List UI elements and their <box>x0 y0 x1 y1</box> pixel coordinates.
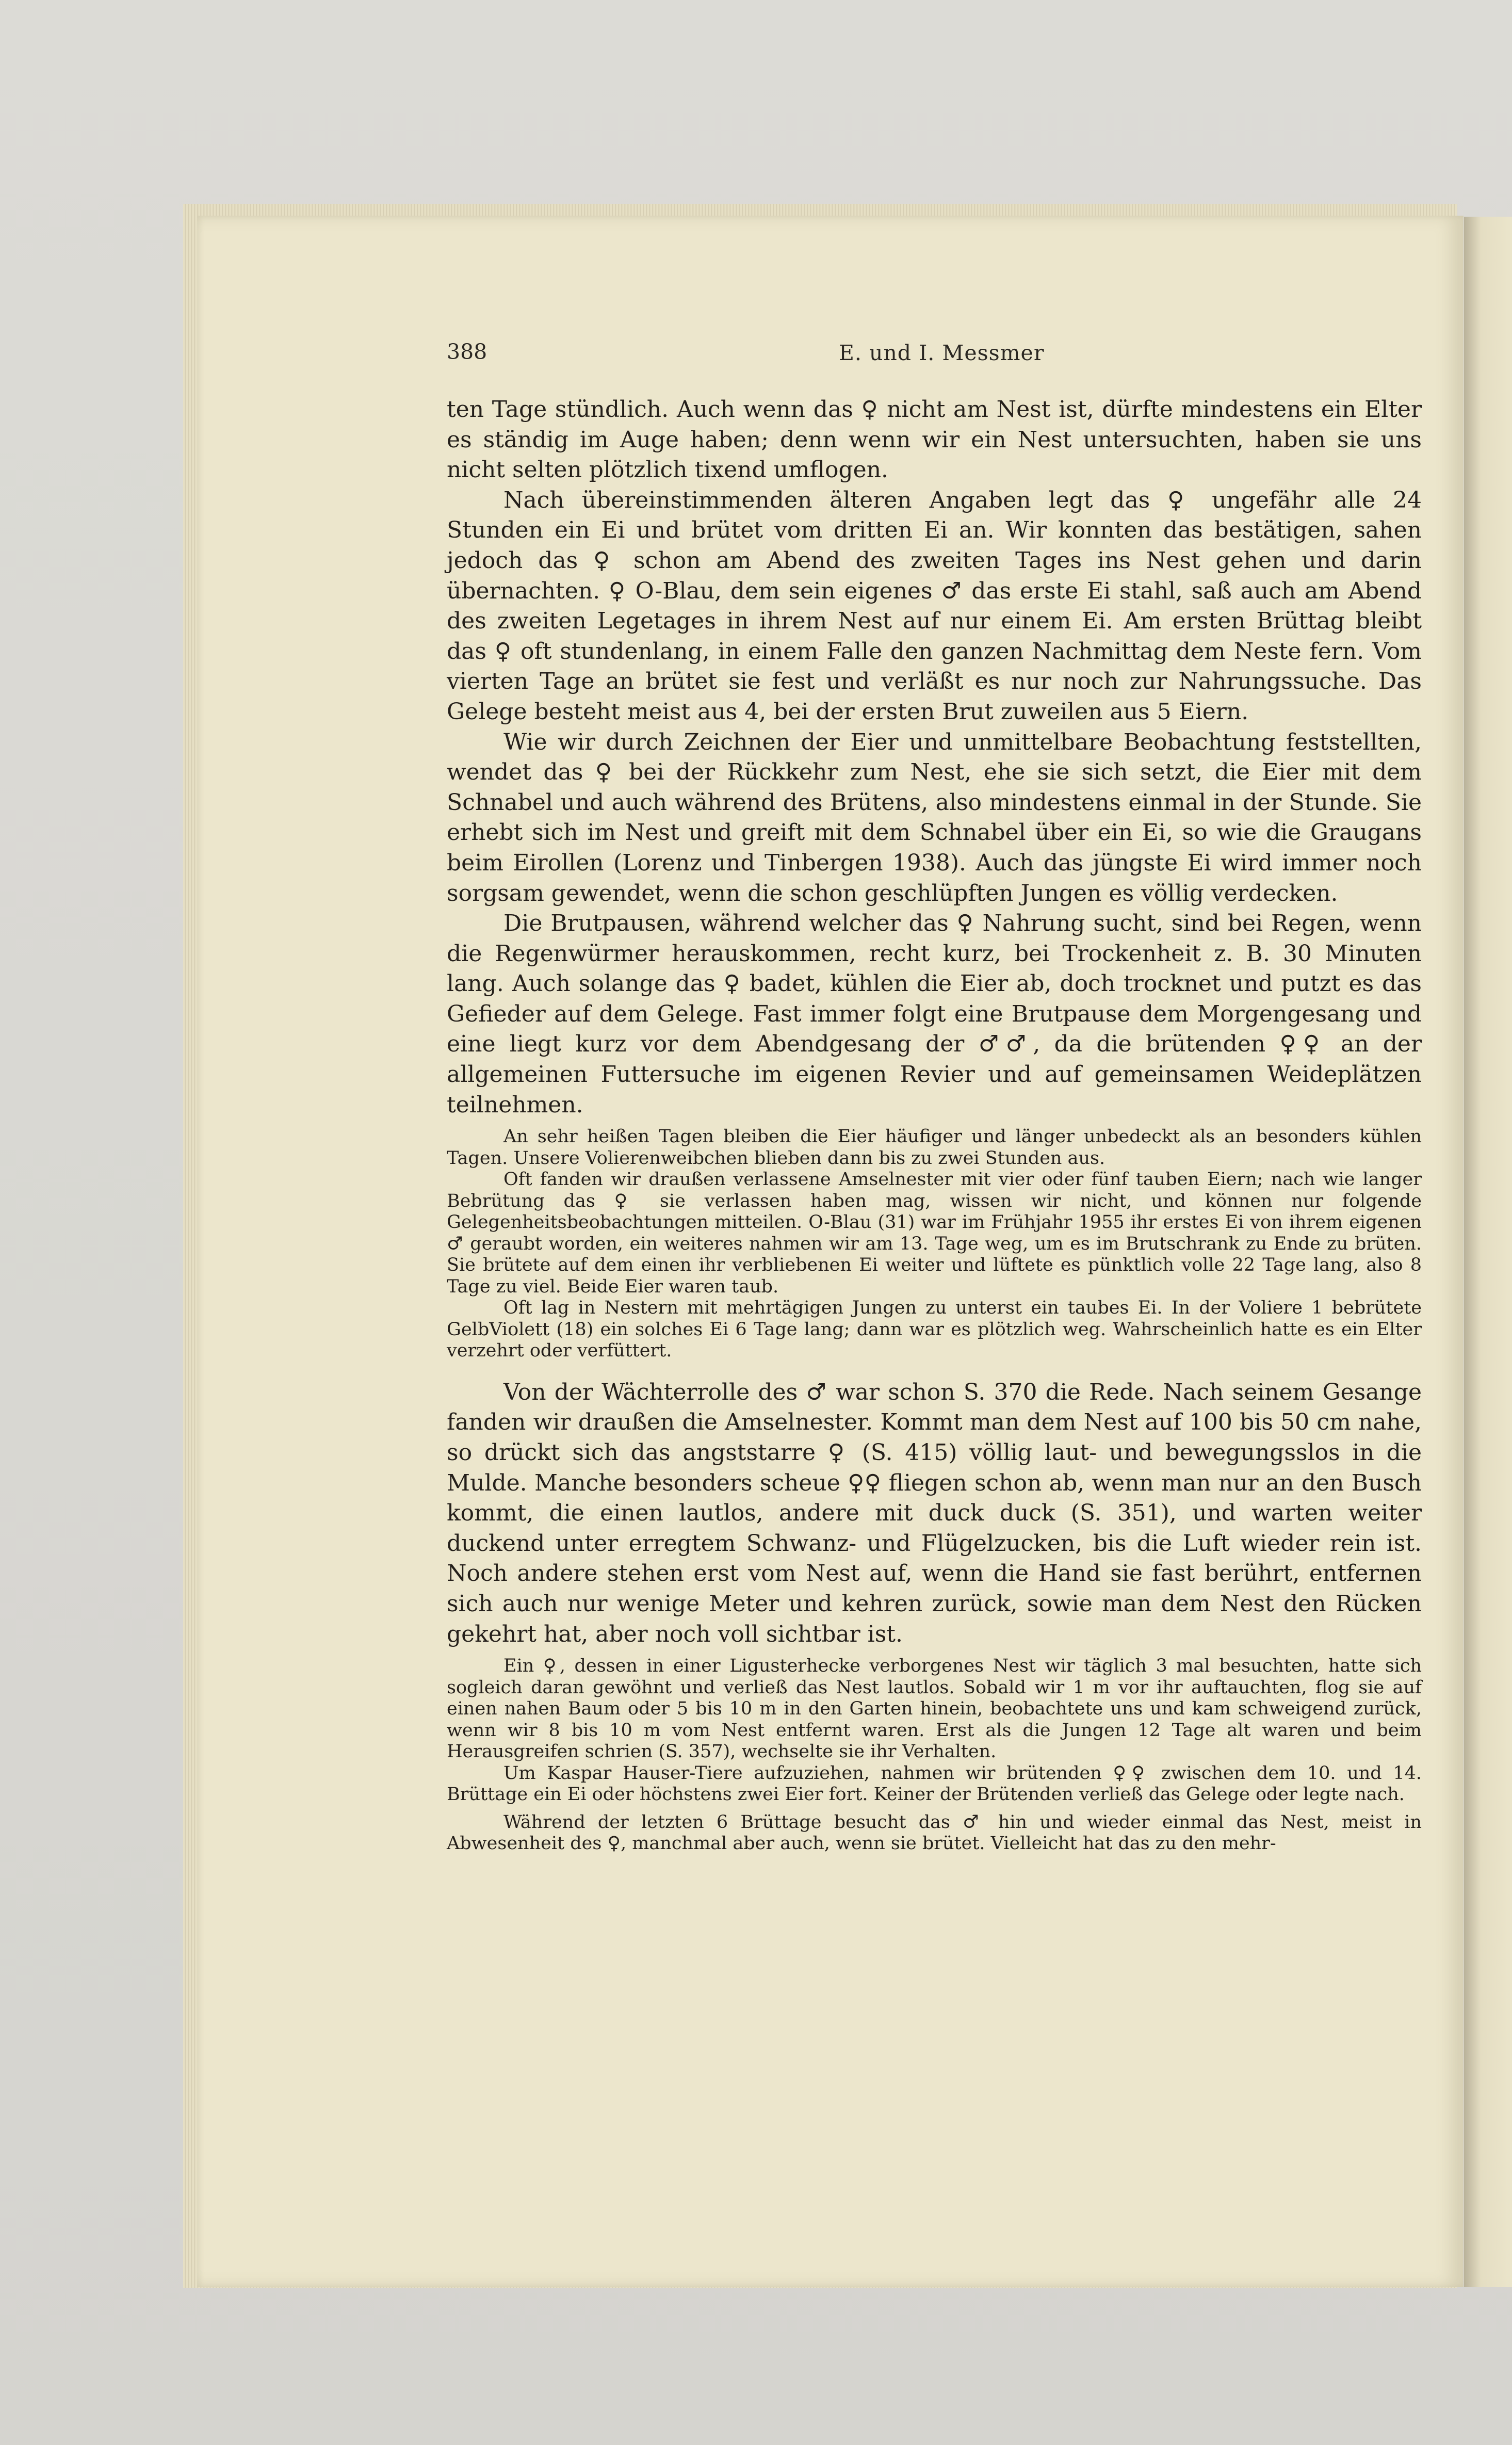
spacer <box>447 1362 1422 1378</box>
paragraph: Wie wir durch Zeichnen der Eier und unmittelbare Beobachtung feststellten, wendet das ♀ bei der Rückkehr zum Nest, ehe sie sich setzt, die Eier mit dem Schnabel und auch während des Brütens, also mindestens einmal in der Stunde. Sie erhebt sich im Nest und greift mit dem Schnabel über ein Ei, so wie die Graugans beim Eirollen (Lorenz und Tinbergen 1938). Auch das jüngste Ei wird immer noch sorgsam gewendet, wenn die schon geschlüpften Jungen es völlig verdecken. <box>447 728 1422 906</box>
spacer <box>447 1649 1422 1656</box>
paragraph: ten Tage stündlich. Auch wenn das ♀ nicht am Nest ist, dürfte mindestens ein Elter es ständig im Auge haben; denn wenn wir ein Nest untersuchten, haben sie uns nicht selten plötzlich tixend umflogen. <box>447 396 1422 483</box>
small-print-paragraph: Während der letzten 6 Brüttage besucht das ♂ hin und wieder einmal das Nest, meist in Abwesenheit des ♀, manchmal aber auch, wenn sie brütet. Vielleicht hat das zu den mehr- <box>447 1811 1422 1854</box>
paragraph: Von der Wächterrolle des ♂ war schon S. 370 die Rede. Nach seinem Gesange fanden wir draußen die Amselnester. Kommt man dem Nest auf 100 bis 50 cm nahe, so drückt sich das angststarre ♀ (S. 415) völlig laut- und bewegungsslos in die Mulde. Manche besonders scheue ♀♀ fliegen schon ab, wenn man nur an den Busch kommt, die einen lautlos, andere mit duck duck (S. 351), und warten weiter duckend unter erregtem Schwanz- und Flügelzucken, bis die Luft wieder rein ist. Noch andere stehen erst vom Nest auf, wenn die Hand sie fast berührt, entfernen sich auch nur wenige Meter und kehren zurück, sowie man dem Nest den Rücken gekehrt hat, aber noch voll sichtbar ist. <box>447 1379 1422 1647</box>
small-print-paragraph: An sehr heißen Tagen bleiben die Eier häufiger und länger unbedeckt als an besonders kühlen Tagen. Unsere Volierenweibchen blieben dann bis zu zwei Stunden aus. <box>447 1126 1422 1169</box>
page-number: 388 <box>447 339 487 364</box>
running-title: E. und I. Messmer <box>839 341 1045 365</box>
body-text <box>447 395 1422 1855</box>
small-print-paragraph: Ein ♀, dessen in einer Ligusterhecke verborgenes Nest wir täglich 3 mal besuchten, hatte sich sogleich daran gewöhnt und verließ das Nest lautlos. Sobald wir 1 m vor ihr auftauchten, flog sie auf einen nahen Baum oder 5 bis 10 m in den Garten hinein, beobachtete uns und kam schweigend zurück, wenn wir 8 bis 10 m vom Nest entfernt waren. Erst als die Jungen 12 Tage alt waren und beim Herausgreifen schrien (S. 357), wechselte sie ihr Verhalten. <box>447 1656 1422 1762</box>
paragraph: Nach übereinstimmenden älteren Angaben legt das ♀ ungefähr alle 24 Stunden ein Ei und brütet vom dritten Ei an. Wir konnten das bestätigen, sahen jedoch das ♀ schon am Abend des zweiten Tages ins Nest gehen und darin übernachten. ♀ O-Blau, dem sein eigenes ♂ das erste Ei stahl, saß auch am Abend des zweiten Legetages in ihrem Nest auf nur einem Ei. Am ersten Brüttag bleibt das ♀ oft stundenlang, in einem Falle den ganzen Nachmittag dem Neste fern. Vom vierten Tage an brütet sie fest und verläßt es nur noch zur Nahrungssuche. Das Gelege besteht meist aus 4, bei der ersten Brut zuweilen aus 5 Eiern. <box>447 487 1422 725</box>
small-print-paragraph: Um Kaspar Hauser-Tiere aufzuziehen, nahmen wir brütenden ♀♀ zwischen dem 10. und 14. Brüttage ein Ei oder höchstens zwei Eier fort. Keiner der Brütenden verließ das Gelege oder legte nach. <box>447 1762 1422 1805</box>
small-print-paragraph: Oft fanden wir draußen verlassene Amselnester mit vier oder fünf tauben Eiern; nach wie langer Bebrütung das ♀ sie verlassen haben mag, wissen wir nicht, und können nur folgende Gelegenheitsbeobachtungen mitteilen. O-Blau (31) war im Frühjahr 1955 ihr erstes Ei von ihrem eigenen ♂ geraubt worden, ein weiteres nahmen wir am 13. Tage weg, um es im Brutschrank zu Ende zu brüten. Sie brütete auf dem einen ihr verbliebenen Ei weiter und lüftete es pünktlich volle 22 Tage lang, also 8 Tage zu viel. Beide Eier waren taub. <box>447 1169 1422 1297</box>
small-print-paragraph: Oft lag in Nestern mit mehrtägigen Jungen zu unterst ein taubes Ei. In der Voliere 1 bebrütete GelbViolett (18) ein solches Ei 6 Tage lang; dann war es plötzlich weg. Wahrscheinlich hatte es ein Elter verzehrt oder verfüttert. <box>447 1298 1422 1362</box>
spacer <box>447 1120 1422 1126</box>
paragraph: Die Brutpausen, während welcher das ♀ Nahrung sucht, sind bei Regen, wenn die Regenwürmer herauskommen, recht kurz, bei Trockenheit z. B. 30 Minuten lang. Auch solange das ♀ badet, kühlen die Eier ab, doch trocknet und putzt es das Gefieder auf dem Gelege. Fast immer folgt eine Brutpause dem Morgengesang und eine liegt kurz vor dem Abendgesang der ♂♂, da die brütenden ♀♀ an der allgemeinen Futtersuche im eigenen Revier und auf gemeinsamen Weideplätzen teilnehmen. <box>447 910 1422 1118</box>
facing-page-edge <box>1464 217 1512 2287</box>
running-head <box>447 339 1437 370</box>
spacer <box>447 1806 1422 1812</box>
